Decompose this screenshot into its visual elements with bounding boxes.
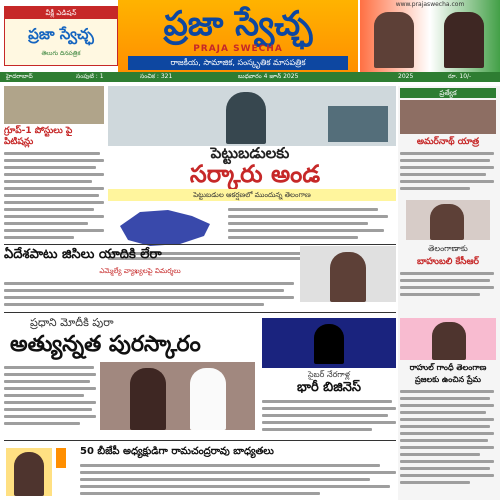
strip-body: [4, 280, 294, 316]
editor-photo: [444, 12, 484, 68]
chief-portrait: [6, 448, 52, 496]
edition-subtitle: తెలుగు దినపత్రిక: [41, 50, 81, 57]
kcr-kicker: తెలంగాణాకు: [428, 244, 468, 253]
lead-kicker: పెట్టుబడులకు: [210, 144, 290, 162]
masthead-banner: [360, 0, 500, 72]
edition-title: ప్రజా స్వేచ్ఛ: [28, 25, 94, 43]
issue-number: సంచిక : 321: [140, 73, 173, 80]
story1-body: [4, 150, 104, 246]
bjp-logo-icon: [56, 448, 66, 468]
volume-number: సంపుటి : 1: [76, 73, 104, 80]
side-top-label: ప్రత్యేక: [400, 88, 496, 98]
speaker-figure: [226, 92, 266, 144]
rahul-headline: రాహుల్ గాంధీ తెలంగాణ ప్రజలకు ఉంచిన ప్రేమ: [409, 363, 487, 384]
modi-body: [4, 364, 96, 440]
cyber-body: [262, 398, 396, 438]
masthead-nameplate: [118, 0, 358, 72]
cyber-photo: [262, 318, 396, 368]
story1-headline: గ్రూప్-1 పోస్టులు పై పిటిషన్లు: [4, 126, 73, 147]
newspaper-latin-name: PRAJA SWECHA: [193, 44, 283, 54]
side-top-body: [400, 150, 496, 200]
masthead: [0, 0, 500, 72]
leader-photo: [374, 12, 414, 68]
figure-right: [190, 368, 226, 430]
bottom-body: [80, 462, 396, 496]
lead-bullets: [228, 206, 394, 246]
masthead-edition-box: [4, 6, 118, 66]
award-photo: [100, 362, 255, 430]
rahul-figure: [432, 322, 466, 360]
modi-kicker: ప్రధాని మోదీకి పురా: [30, 316, 114, 329]
cyber-kicker: సైబర్ నేరగాళ్ల: [308, 370, 350, 379]
cyber-headline: భారీ బిజినెస్: [297, 380, 361, 395]
newspaper-title: ప్రజా స్వేచ్ఛ: [163, 4, 313, 44]
high-court-photo: [4, 86, 104, 124]
strip-headline: ఏదేశపాటు జిసిలు యాదికి లేరా: [4, 247, 162, 262]
issue-date: బుధవారం 4 జూన్ 2025: [238, 73, 299, 80]
side-top-headline: అమర్‌నాథ్ యాత్ర: [416, 137, 480, 147]
rahul-body: [400, 388, 496, 496]
strip-subheadline: ఎమ్మెల్యే వ్యాఖ్యలపై విమర్శలు: [99, 267, 181, 275]
stage-banner: [328, 106, 388, 142]
lead-subheadline: పెట్టుబడుల ఆకర్షణలో ముందున్న తెలంగాణ: [108, 189, 396, 201]
website-url[interactable]: www.prajaswecha.com: [395, 1, 465, 8]
dateline-bar: [0, 72, 500, 82]
divider: [4, 312, 396, 313]
modi-headline: అత్యున్నత పురస్కారం: [10, 332, 201, 357]
kcr-figure: [430, 204, 464, 240]
chief-figure: [14, 452, 44, 496]
portrait-figure: [330, 252, 366, 302]
newspaper-tagline: రాజకీయ, సామాజిక, సంస్కృతిక మాసపత్రిక: [128, 56, 348, 70]
kcr-photo: [406, 200, 490, 240]
hacker-figure: [314, 324, 344, 364]
rahul-photo: [400, 318, 496, 360]
kcr-headline: బాహుబలి కేసీఆర్: [416, 257, 480, 267]
dateline-city: హైదరాబాద్: [6, 73, 33, 80]
yatra-photo: [400, 100, 496, 134]
figure-left: [130, 368, 166, 430]
bottom-headline: 50 బీజేపీ అధ్యక్షుడిగా రామచంద్రరావు బాధ్యతలు: [80, 446, 274, 457]
leader-portrait: [300, 246, 396, 302]
price: రూ. 10/-: [448, 73, 472, 80]
lead-photo: [108, 86, 396, 146]
lead-headline: సర్కారు అండ: [189, 160, 321, 188]
divider: [4, 244, 396, 245]
divider: [4, 440, 396, 441]
kcr-body: [400, 270, 496, 316]
issue-year: 2025: [398, 73, 414, 80]
edition-tag: వీక్లీ ఎడిషన్: [5, 7, 117, 19]
